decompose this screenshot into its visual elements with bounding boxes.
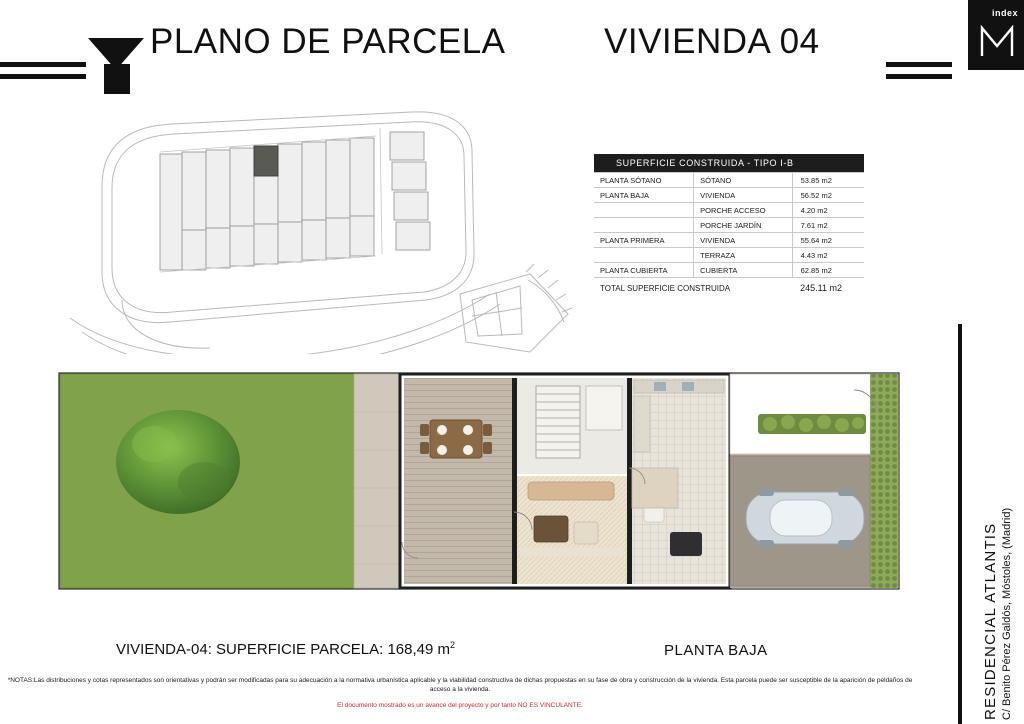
site-plan-drawing: [60, 104, 580, 354]
table-total-row: [594, 278, 864, 296]
row-plant: [594, 218, 694, 233]
table-row: [594, 263, 864, 278]
footer-notes: [6, 676, 914, 710]
page-header: [0, 0, 1024, 92]
project-name: RESIDENCIAL ATLANTIS: [982, 522, 999, 720]
parcel-area-text: VIVIENDA-04: SUPERFICIE PARCELA: 168,49 m: [116, 641, 451, 658]
row-area: 4.43 m2: [792, 248, 864, 263]
table-row: [594, 203, 864, 218]
table-row: [594, 233, 864, 248]
surface-table-header-row: [594, 154, 864, 173]
row-plant: PLANTA BAJA: [594, 188, 694, 203]
table-row: [594, 218, 864, 233]
row-space: SÓTANO: [694, 173, 792, 188]
highlighted-plot: [254, 146, 278, 176]
project-address: C/ Benito Pérez Galdós, Móstoles, (Madrid): [1001, 507, 1013, 720]
porch-jardin: [404, 378, 512, 584]
surface-table-title: SUPERFICIE CONSTRUIDA - TIPO I-B: [594, 154, 864, 173]
floor-plan-drawing: [58, 372, 900, 590]
row-plant: PLANTA PRIMERA: [594, 233, 694, 248]
floor-caption: PLANTA BAJA: [664, 642, 768, 659]
staircase: [536, 386, 580, 458]
table-row: [594, 188, 864, 203]
note-line-2: El documento mostrado es un avance del proyecto y por tanto NO ES VINCULANTE.: [337, 701, 583, 709]
surface-area-table: [594, 154, 864, 296]
brand-name: index: [991, 8, 1018, 18]
table-row: [594, 248, 864, 263]
triangle-marker-stem-icon: [104, 64, 130, 94]
tree-icon: [116, 410, 240, 514]
dining-set: [420, 420, 492, 458]
parcel-area-caption: [116, 640, 455, 658]
brand-logo-block: [968, 0, 1024, 70]
row-area: 56.52 m2: [792, 188, 864, 203]
row-plant: [594, 248, 694, 263]
brand-mark-icon: [980, 24, 1014, 58]
row-space: TERRAZA: [694, 248, 792, 263]
furniture-block: [632, 468, 678, 508]
hedge: [870, 374, 898, 588]
row-space: PORCHE JARDÍN: [694, 218, 792, 233]
row-plant: PLANTA SÓTANO: [594, 173, 694, 188]
row-area: 53.85 m2: [792, 173, 864, 188]
table-row: [594, 173, 864, 188]
project-vertical-label: [982, 330, 1013, 720]
row-space: VIVIENDA: [694, 233, 792, 248]
row-space: CUBIERTA: [694, 263, 792, 278]
row-space: VIVIENDA: [694, 188, 792, 203]
surface-table-body: [594, 154, 864, 296]
page-title: PLANO DE PARCELA: [150, 22, 506, 61]
row-plant: PLANTA CUBIERTA: [594, 263, 694, 278]
right-divider-rule: [958, 324, 962, 724]
row-area: 4.20 m2: [792, 203, 864, 218]
parcel-area-unit-exponent: 2: [450, 640, 456, 650]
car-icon: [746, 488, 864, 548]
row-area: 7.61 m2: [792, 218, 864, 233]
row-area: 62.85 m2: [792, 263, 864, 278]
page-subtitle: VIVIENDA 04: [604, 22, 820, 61]
row-plant: [594, 203, 694, 218]
row-area: 55.64 m2: [792, 233, 864, 248]
row-space: PORCHE ACCESO: [694, 203, 792, 218]
hall: [586, 386, 622, 430]
note-line-1: *NOTAS:Las distribuciones y cotas representados son orientativas y podrán ser modificadas para su adecuación a la normativa urbanística aplicable y la viabilidad constructiva de dichas propuestas en su fase de obra y construcción de la vivienda. Esta parcela puede ser susceptible de la aparición de peldaños de acceso a la vivienda.: [7, 677, 913, 694]
total-label: TOTAL SUPERFICIE CONSTRUIDA: [600, 283, 731, 293]
total-value: 245.11 m2: [800, 283, 842, 293]
